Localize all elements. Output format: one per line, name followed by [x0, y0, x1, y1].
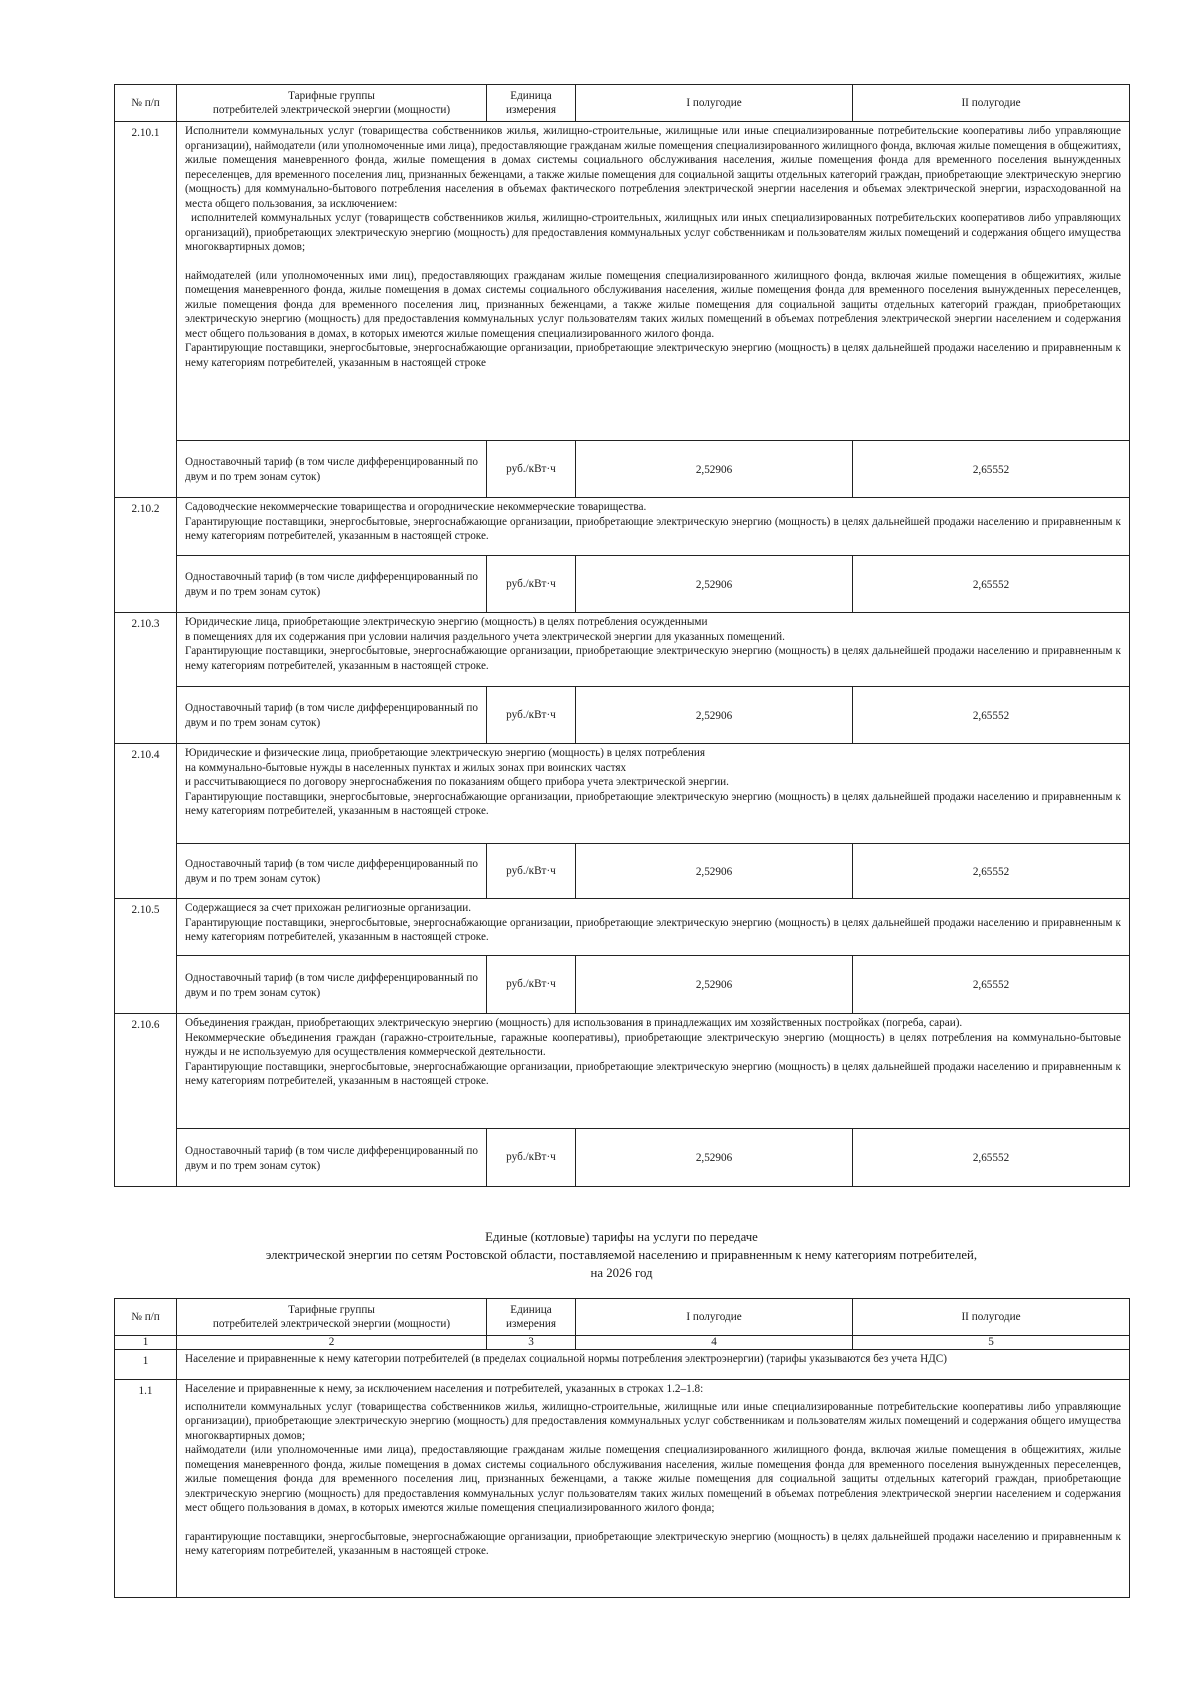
header-half-1: I полугодие: [576, 85, 853, 122]
row-paragraph: Исполнители коммунальных услуг (товарищества собственников жилья, жилищно-строительные, жилищные или иные специализированные потребительские кооперативы либо управляющие организации), наймодатели (или уполномоченные ими лица), предоставляющие гражданам жилые помещения специализированного жилищного фонда, включая жилые помещения в общежитиях, жилые помещения маневренного фонда, жилые помещения в домах системы социального обслуживания населения, жилые помещения фонда для временного поселения вынужденных переселенцев, для временного поселения лиц, признанных беженцами, а также жилые помещения для социальной защиты отдельных категорий граждан, приобретающие электрическую энергию (мощность) для коммунально-бытового потребления населения в объемах фактического потребления электрической энергии населения и объемах электрической энергии, израсходованной на места общего пользования, за исключением:: [185, 125, 1121, 210]
row-paragraph: в помещениях для их содержания при условии наличия раздельного учета электрической энергии для указанных помещений.: [185, 630, 785, 643]
row-paragraph: и рассчитывающиеся по договору энергоснабжения по показаниям общего прибора учета электрической энергии.: [185, 776, 729, 788]
column-number: 2: [177, 1336, 487, 1350]
table-header-row: [115, 1299, 1130, 1336]
value-half-1: 2,52906: [576, 956, 853, 1014]
row-number: 2.10.3: [115, 613, 177, 744]
header-half-2: II полугодие: [853, 1299, 1130, 1336]
section-title-line: электрической энергии по сетям Ростовской области, поставляемой населению и приравненным к нему категориям потребителей,: [265, 1248, 978, 1262]
row-description: [177, 1014, 1130, 1129]
header-half-2: II полугодие: [853, 85, 1130, 122]
unit-cell: руб./кВт·ч: [487, 956, 576, 1014]
row-paragraph: Гарантирующие поставщики, энергосбытовые, энергоснабжающие организации, приобретающие электрическую энергию (мощность) в целях дальнейшей продажи населению и приравненным к нему категориям потребителей, указанным в настоящей строке.: [185, 790, 1121, 817]
section-title-line: Единые (котловые) тарифы на услуги по передаче: [485, 1230, 758, 1244]
row-paragraph: гарантирующие поставщики, энергосбытовые, энергоснабжающие организации, приобретающие электрическую энергию (мощность) в целях дальнейшей продажи населению и приравненным к нему категориям потребителей, указанным в настоящей строке.: [185, 1530, 1121, 1557]
header-groups: Тарифные группы потребителей электрической энергии (мощности): [177, 85, 487, 122]
row-paragraph: Объединения граждан, приобретающих электрическую энергию (мощность) для использования в принадлежащих им хозяйственных постройках (погреба, сараи).: [185, 1017, 963, 1029]
unit-cell: руб./кВт·ч: [487, 687, 576, 744]
tariff-label: Одноставочный тариф (в том числе дифференцированный по двум и по трем зонам суток): [177, 441, 487, 498]
row-paragraph: Юридические лица, приобретающие электрическую энергию (мощность) в целях потребления осужденными: [185, 616, 708, 628]
value-half-2: 2,65552: [853, 1129, 1130, 1187]
header-unit: Единица измерения: [487, 1299, 576, 1336]
row-description: [177, 899, 1130, 956]
row-number: 2.10.4: [115, 744, 177, 899]
table-row: [115, 899, 1130, 956]
row-paragraph: Гарантирующие поставщики, энергосбытовые, энергоснабжающие организации, приобретающие электрическую энергию (мощность) в целях дальнейшей продажи населению и приравненным к нему категориям потребителей, указанным в настоящей строке.: [185, 916, 1121, 943]
row-paragraph: Юридические и физические лица, приобретающие электрическую энергию (мощность) в целях потребления: [185, 747, 706, 759]
row-paragraph: исполнители коммунальных услуг (товарищества собственников жилья, жилищно-строительные, жилищные или иные специализированные потребительские кооперативы либо управляющие организации), приобретающие электрическую энергию (мощность) для предоставления коммунальных услуг собственникам и пользователям жилых помещений и содержания общего имущества многоквартирных домов;: [185, 1400, 1121, 1442]
row-description: [177, 1380, 1130, 1598]
row-number: 2.10.5: [115, 899, 177, 1014]
row-paragraph: наймодателей (или уполномоченных ими лиц), предоставляющих гражданам жилые помещения специализированного жилищного фонда, включая жилые помещения в общежитиях, жилые помещения маневренного фонда, жилые помещения в домах системы социального обслуживания населения, жилые помещения фонда для временного поселения вынужденных переселенцев, жилые помещения фонда для временного поселения лиц, признанных беженцами, а также жилые помещения для социальной защиты отдельных категорий граждан, приобретающих электрическую энергию (мощность) для предоставления коммунальных услуг пользователям таких жилых помещений в объемах потребления электрической энергии населением и содержания мест общего пользования в домах, в которых имеются жилые помещения специализированного жилого фонда.: [185, 269, 1121, 340]
row-paragraph: Гарантирующие поставщики, энергосбытовые, энергоснабжающие организации, приобретающие электрическую энергию (мощность) в целях дальнейшей продажи населению и приравненным к нему категориям потребителей, указанным в настоящей строке.: [185, 515, 1121, 542]
row-paragraph: Садоводческие некоммерческие товарищества и огороднические некоммерческие товарищества.: [185, 501, 647, 513]
unit-cell: руб./кВт·ч: [487, 1129, 576, 1187]
table-row: [115, 1350, 1130, 1380]
row-number: 2.10.1: [115, 122, 177, 498]
tariff-label: Одноставочный тариф (в том числе дифференцированный по двум и по трем зонам суток): [177, 687, 487, 744]
row-number: 1: [115, 1350, 177, 1380]
tariff-label: Одноставочный тариф (в том числе дифференцированный по двум и по трем зонам суток): [177, 956, 487, 1014]
tariff-row: [115, 556, 1130, 613]
row-number: 2.10.6: [115, 1014, 177, 1187]
tariff-label: Одноставочный тариф (в том числе дифференцированный по двум и по трем зонам суток): [177, 1129, 487, 1187]
row-paragraph: Некоммерческие объединения граждан (гаражно-строительные, гаражные кооперативы), приобретающие электрическую энергию (мощность) в целях потребления на коммунально-бытовые нужды и не используемую для осуществления коммерческой деятельности.: [185, 1031, 1121, 1058]
header-groups: Тарифные группы потребителей электрической энергии (мощности): [177, 1299, 487, 1336]
table-row: [115, 122, 1130, 441]
transmission-tariff-table: [114, 1298, 1130, 1598]
value-half-1: 2,52906: [576, 1129, 853, 1187]
row-paragraph: Гарантирующие поставщики, энергосбытовые, энергоснабжающие организации, приобретающие электрическую энергию (мощность) в целях дальнейшей продажи населению и приравненным к нему категориям потребителей, указанным в настоящей строке: [185, 342, 1121, 369]
row-paragraph: Содержащиеся за счет прихожан религиозные организации.: [185, 902, 472, 914]
tariff-table: [114, 84, 1130, 1187]
tariff-label: Одноставочный тариф (в том числе дифференцированный по двум и по трем зонам суток): [177, 556, 487, 613]
row-description: [177, 498, 1130, 556]
row-description: [177, 744, 1130, 844]
row-description: Население и приравненные к нему категории потребителей (в пределах социальной нормы потребления электроэнергии) (тарифы указываются без учета НДС): [177, 1350, 1130, 1380]
value-half-1: 2,52906: [576, 687, 853, 744]
row-description: [177, 613, 1130, 687]
row-paragraph: Население и приравненные к нему, за исключением населения и потребителей, указанных в строках 1.2–1.8:: [185, 1383, 704, 1395]
section-title-line: на 2026 год: [590, 1266, 653, 1280]
row-paragraph: на коммунально-бытовые нужды в населенных пунктах и жилых зонах при воинских частях: [185, 761, 627, 774]
table-row: [115, 1380, 1130, 1598]
column-number: 1: [115, 1336, 177, 1350]
header-num: № п/п: [115, 85, 177, 122]
value-half-1: 2,52906: [576, 441, 853, 498]
value-half-2: 2,65552: [853, 556, 1130, 613]
row-number: 1.1: [115, 1380, 177, 1598]
tariff-row: [115, 687, 1130, 744]
row-paragraph: наймодатели (или уполномоченные ими лица), предоставляющие гражданам жилые помещения специализированного жилищного фонда, включая жилые помещения в общежитиях, жилые помещения маневренного фонда, жилые помещения в домах системы социального обслуживания населения, жилые помещения фонда для временного поселения вынужденных переселенцев, жилые помещения фонда для временного поселения лиц, признанных беженцами, а также жилые помещения для социальной защиты отдельных категорий граждан, приобретающие электрическую энергию (мощность) для предоставления коммунальных услуг пользователям таких жилых помещений в объемах потребления электрической энергии населением и содержания мест общего пользования в домах, в которых имеются жилые помещения специализированного жилого фонда;: [185, 1444, 1121, 1514]
table-row: [115, 498, 1130, 556]
table-row: [115, 613, 1130, 687]
section-title: [114, 1228, 1129, 1282]
tariff-row: [115, 1129, 1130, 1187]
unit-cell: руб./кВт·ч: [487, 556, 576, 613]
header-half-1: I полугодие: [576, 1299, 853, 1336]
column-number: 5: [853, 1336, 1130, 1350]
header-unit: Единица измерения: [487, 85, 576, 122]
table-header-row: [115, 85, 1130, 122]
column-number: 3: [487, 1336, 576, 1350]
value-half-1: 2,52906: [576, 844, 853, 899]
tariff-row: [115, 844, 1130, 899]
column-number: 4: [576, 1336, 853, 1350]
value-half-2: 2,65552: [853, 844, 1130, 899]
value-half-2: 2,65552: [853, 441, 1130, 498]
table-row: [115, 744, 1130, 844]
row-number: 2.10.2: [115, 498, 177, 613]
row-description: [177, 122, 1130, 441]
table-row: [115, 1014, 1130, 1129]
unit-cell: руб./кВт·ч: [487, 844, 576, 899]
header-num: № п/п: [115, 1299, 177, 1336]
value-half-1: 2,52906: [576, 556, 853, 613]
row-paragraph: исполнителей коммунальных услуг (товариществ собственников жилья, жилищно-строительных, жилищных или иных специализированных потребительских кооперативов либо управляющих организаций), приобретающих электрическую энергию (мощность) для предоставления коммунальных услуг собственникам и пользователям жилых помещений и содержания общего имущества многоквартирных домов;: [185, 212, 1121, 253]
tariff-row: [115, 956, 1130, 1014]
tariff-row: [115, 441, 1130, 498]
row-paragraph: Гарантирующие поставщики, энергосбытовые, энергоснабжающие организации, приобретающие электрическую энергию (мощность) в целях дальнейшей продажи населению и приравненным к нему категориям потребителей, указанным в настоящей строке.: [185, 645, 1121, 672]
row-paragraph: Гарантирующие поставщики, энергосбытовые, энергоснабжающие организации, приобретающие электрическую энергию (мощность) в целях дальнейшей продажи населению и приравненным к нему категориям потребителей, указанным в настоящей строке.: [185, 1060, 1121, 1087]
value-half-2: 2,65552: [853, 956, 1130, 1014]
column-number-row: [115, 1336, 1130, 1350]
tariff-label: Одноставочный тариф (в том числе дифференцированный по двум и по трем зонам суток): [177, 844, 487, 899]
value-half-2: 2,65552: [853, 687, 1130, 744]
unit-cell: руб./кВт·ч: [487, 441, 576, 498]
